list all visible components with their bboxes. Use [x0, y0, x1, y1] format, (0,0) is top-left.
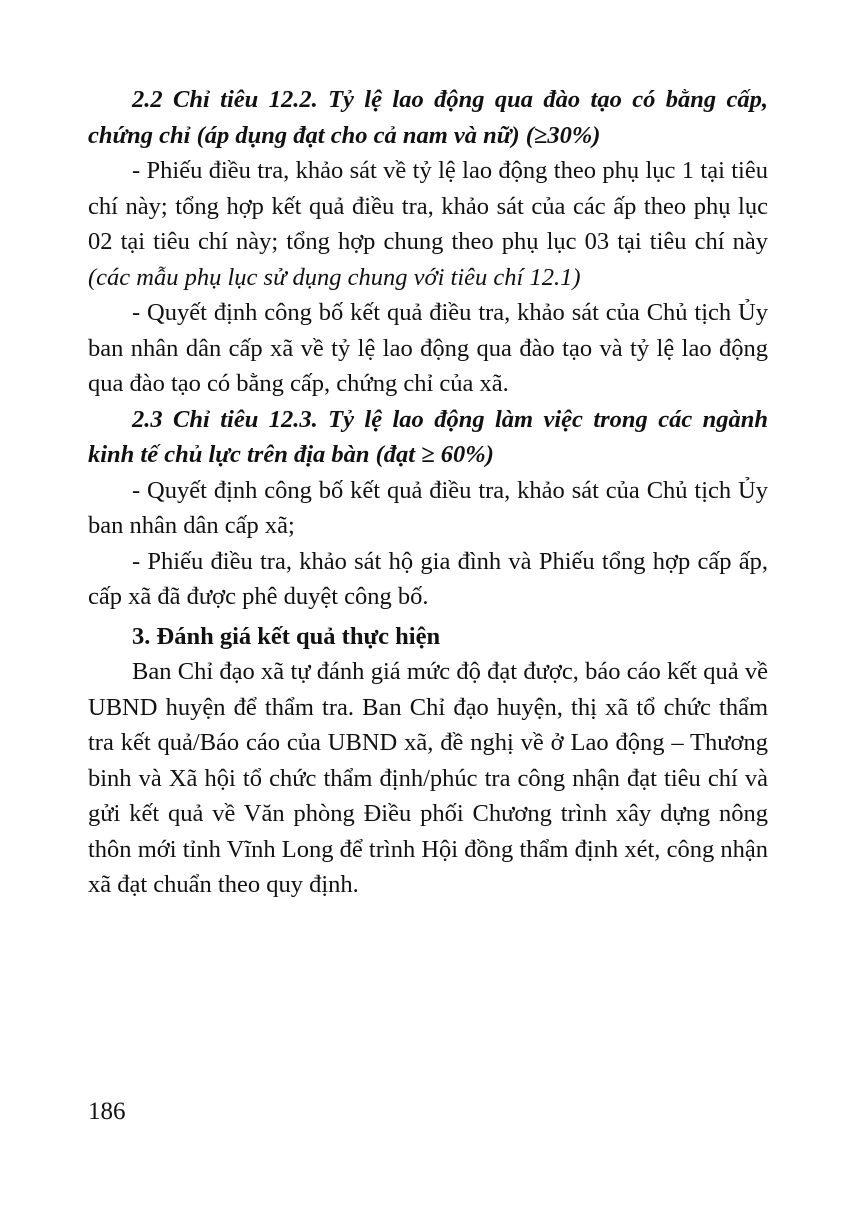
page-number: 186 — [88, 1098, 126, 1125]
section-2-2-item-1 — [88, 153, 768, 295]
section-2-2-item-1-text: - Phiếu điều tra, khảo sát về tỷ lệ lao động theo phụ lục 1 tại tiêu chí này; tổng hợp kết quả điều tra, khảo sát của các ấp theo phụ lục 02 tại tiêu chí này; tổng hợp chung theo phụ lục 03 tại tiêu chí này — [88, 157, 768, 255]
section-3-heading: 3. Đánh giá kết quả thực hiện — [132, 622, 441, 650]
section-2-2-item-1-note: (các mẫu phụ lục sử dụng chung với tiêu chí 12.1) — [88, 263, 581, 291]
section-2-2-item-2: - Quyết định công bố kết quả điều tra, khảo sát của Chủ tịch Ủy ban nhân dân cấp xã về tỷ lệ lao động qua đào tạo và tỷ lệ lao động qua đào tạo có bằng cấp, chứng chỉ của xã. — [88, 299, 768, 397]
section-2-3-item-1: - Quyết định công bố kết quả điều tra, khảo sát của Chủ tịch Ủy ban nhân dân cấp xã; — [88, 476, 768, 539]
section-3-body: Ban Chỉ đạo xã tự đánh giá mức độ đạt được, báo cáo kết quả về UBND huyện để thẩm tra. Ban Chỉ đạo huyện, thị xã tổ chức thẩm tra kết quả/Báo cáo của UBND xã, đề nghị về ở Lao động – Thương binh và Xã hội tổ chức thẩm định/phúc tra công nhận đạt tiêu chí và gửi kết quả về Văn phòng Điều phối Chương trình xây dựng nông thôn mới tỉnh Vĩnh Long để trình Hội đồng thẩm định xét, công nhận xã đạt chuẩn theo quy định. — [88, 658, 768, 898]
section-2-2-heading: 2.2 Chỉ tiêu 12.2. Tỷ lệ lao động qua đào tạo có bằng cấp, chứng chỉ (áp dụng đạt cho cả nam và nữ) (≥30%) — [88, 86, 768, 149]
document-page — [88, 82, 768, 903]
section-2-3-heading: 2.3 Chỉ tiêu 12.3. Tỷ lệ lao động làm việc trong các ngành kinh tế chủ lực trên địa bàn (đạt ≥ 60%) — [88, 405, 768, 468]
section-2-3-item-2: - Phiếu điều tra, khảo sát hộ gia đình và Phiếu tổng hợp cấp ấp, cấp xã đã được phê duyệt công bố. — [88, 547, 768, 610]
